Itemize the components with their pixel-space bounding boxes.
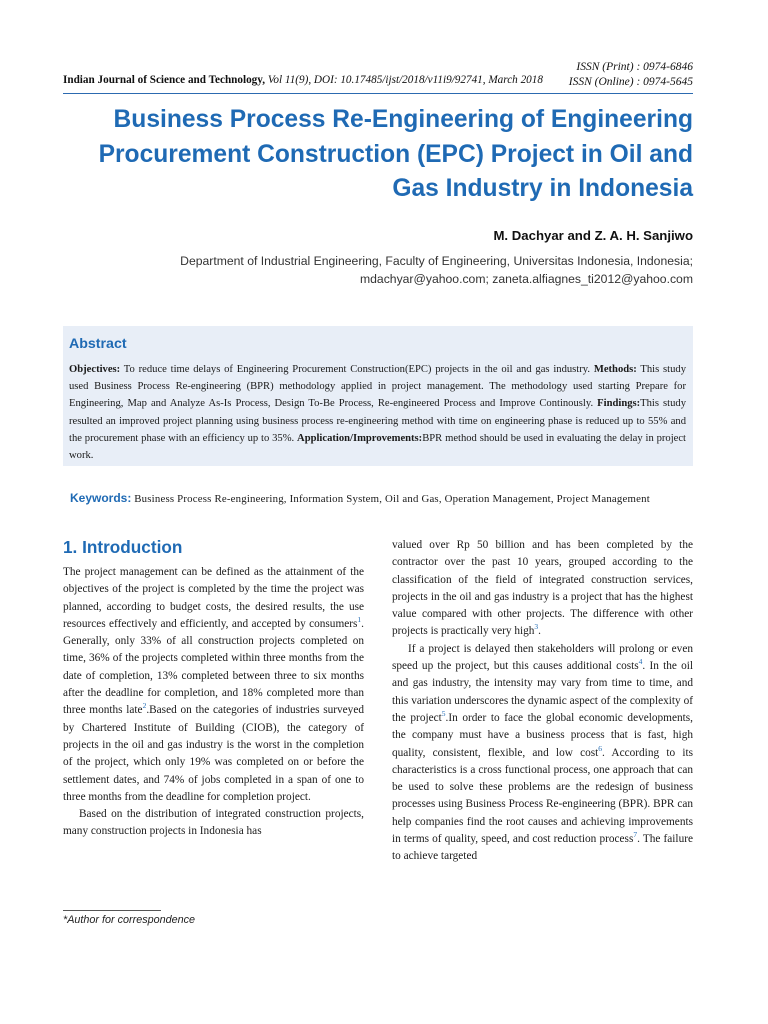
journal-name: Indian Journal of Science and Technology, [63,74,266,86]
journal-meta: Vol 11(9), DOI: 10.17485/ijst/2018/v11i9/92741, March 2018 [267,74,543,86]
journal-citation [63,74,543,86]
application-label: Application/Improvements: [297,432,423,444]
objectives-label: Objectives: [69,364,121,375]
methods-text: This study used Business Process Re-engineering (BPR) methodology applied in project management. The methodology used starting Prepare for Engineering, Map and Analyze As-Is Process, Design To-Be Process, Re-engineered Process and Improve Continously. [69,364,686,410]
abstract-box [63,326,693,466]
citation-link[interactable]: 5 [441,709,446,719]
citation-link[interactable]: 1 [357,615,362,625]
intro-paragraph-3 [392,641,693,866]
footnote-rule [63,910,161,911]
intro-p2-start: Based on the distribution of integrated construction projects, many construction projects in Indonesia has [63,808,364,838]
intro-p3-text-a: If a project is delayed then stakeholders will prolong or even speed up the project, but this causes additional costs [392,642,693,673]
affiliation [93,252,693,288]
intro-p1-text-c: .Based on the categories of industries surveyed by Chartered Institute of Building (CIOB), the category of projects in the oil and gas industry is the worst in the completion of the project, which only 19% was completed on or before the settlement dates, and 74% of jobs completed in a span of one to three months from the deadline for completion project. [63,704,364,803]
authors: M. Dachyar and Z. A. H. Sanjiwo [493,228,693,243]
right-column [392,537,693,866]
citation-link[interactable]: 7 [633,830,638,840]
intro-p2-cont: valued over Rp 50 billion and has been completed by the contractor over the past 10 years, grouped according to the classification of the field of integrated construction services, projects in the oil and gas industry is a project that has the highest value compared with other projects. The difference with other projects is practically very high [392,539,693,638]
findings-text: This study resulted an improved project planning using business process re-engineering method with time on engineering phase is reduced up to 55% and the procurement phase with an efficiency up to 35%. [69,398,686,444]
affiliation-department: Department of Industrial Engineering, Faculty of Engineering, Universitas Indonesia, Indonesia; [180,254,693,268]
issn-online: ISSN (Online) : 0974-5645 [568,75,693,88]
intro-paragraph-2-cont [392,537,693,641]
intro-p1-text-a: The project management can be defined as the attainment of the objectives of the project is completed by the time the project was planned, according to budget costs, the desired results, the use resources effectively and efficiently, and accepted by consumers [63,566,364,630]
intro-p1-text-b: . Generally, only 33% of all construction projects completed on time, 36% of the projects completed within three months from the date of completion, 13% completed between three to six months after the deadline for completion, and 18% completed more than three months late [63,617,364,717]
keywords [70,490,690,508]
issn-block [569,60,693,89]
intro-p3-text-d: . According to its characteristics is a cross functional process, one approach that can be used to solve these problems are the redesign of business processes using Business Process Re-engineering (BPR). BPR can help companies find the root causes and achieving improvements in terms of quality, speed, and cost reduction process [392,746,693,846]
citation-link[interactable]: 6 [598,743,603,753]
issn-print: ISSN (Print) : 0974-6846 [576,61,693,73]
keywords-text: Business Process Re-engineering, Information System, Oil and Gas, Operation Management, Project Management [134,493,650,505]
keywords-label: Keywords: [70,491,132,505]
left-column [63,537,364,841]
intro-paragraph-2-start [63,806,364,841]
application-text: BPR method should be used in evaluating the delay in project work. [69,432,686,462]
abstract-heading: Abstract [69,336,127,352]
methods-label: Methods: [593,364,637,375]
footnote: *Author for correspondence [63,914,196,926]
citation-link[interactable]: 2 [142,701,147,711]
citation-link[interactable]: 3 [534,622,539,632]
findings-label: Findings: [597,398,641,410]
citation-link[interactable]: 4 [638,657,643,667]
paper-title: Business Process Re-Engineering of Engineering Procurement Construction (EPC) Project in Oil and Gas Industry in Indonesia [98,106,693,202]
abstract-text [69,361,686,464]
intro-paragraph-1 [63,564,364,806]
intro-p3-text-e: . The failure to achieve targeted [392,833,694,863]
section-heading-introduction: 1. Introduction [63,537,183,557]
header-rule [63,93,693,94]
intro-p3-text-b: . In the oil and gas industry, the intensity may vary from time to time, and this variation underscores the dynamic aspect of the complexity of the project [392,660,693,724]
intro-p2-end: . [538,625,541,638]
intro-p3-text-c: .In order to face the global economic developments, the company must have a business process that is fast, high quality, consistent, flexible, and low cost [392,711,693,759]
objectives-text: To reduce time delays of Engineering Procurement Construction(EPC) projects in the oil and gas industry. [120,364,591,375]
affiliation-emails: mdachyar@yahoo.com; zaneta.alfiagnes_ti2012@yahoo.com [359,272,693,286]
